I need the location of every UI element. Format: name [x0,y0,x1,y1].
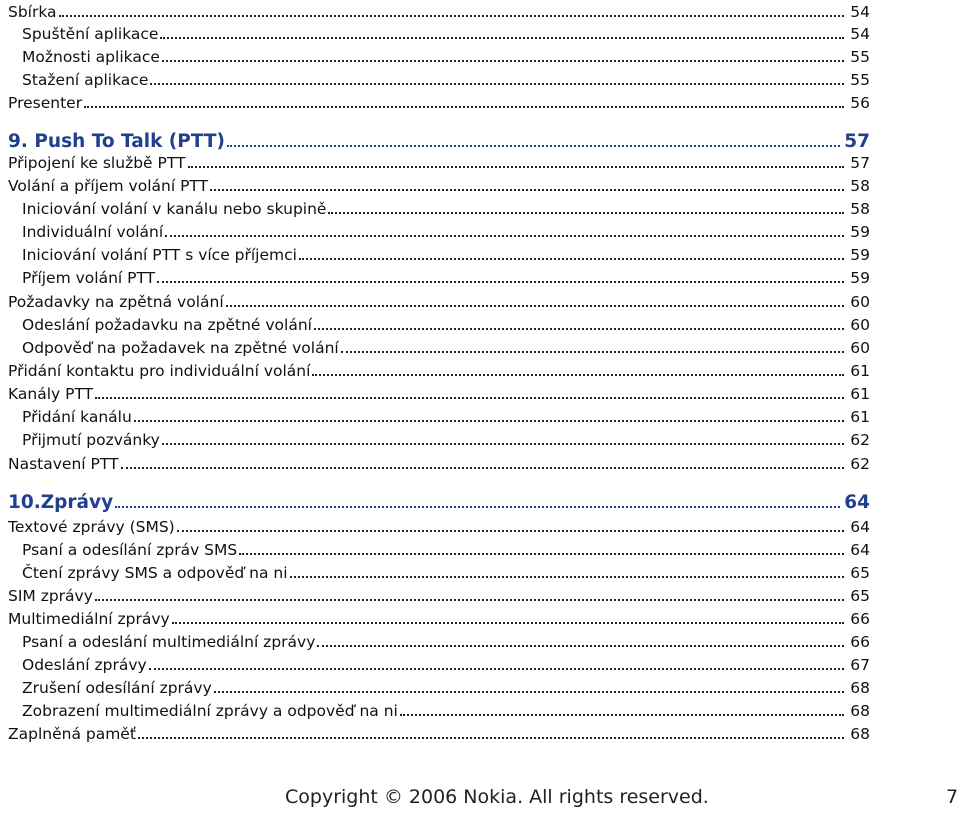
toc-entry-title: Zobrazení multimediální zprávy a odpověď na ni [22,702,398,720]
toc-entry[interactable] [8,0,870,22]
toc-entry-title: Spuštění aplikace [22,25,159,43]
toc-entry[interactable] [8,22,870,44]
toc-entry-page: 57 [844,131,870,152]
toc-entry-page: 64 [850,541,870,559]
toc-entry-page: 61 [850,385,870,403]
toc-entry[interactable] [8,538,870,560]
toc-entry-page: 62 [850,455,870,473]
toc-entry-title: Psaní a odeslání multimediální zprávy [22,633,316,651]
toc-entry-page: 68 [850,702,870,720]
dot-leader [188,166,844,168]
toc-entry-title: Iniciování volání v kanálu nebo skupině [22,200,327,218]
toc-entry-page: 68 [850,725,870,743]
toc-entry[interactable] [8,653,870,675]
toc-entry-page: 58 [850,177,870,195]
toc-entry-page: 64 [844,492,870,513]
dot-leader [317,645,844,647]
toc-entry-page: 58 [850,200,870,218]
toc-entry-title: Stažení aplikace [22,71,149,89]
dot-leader [210,189,844,191]
toc-entry-page: 60 [850,339,870,357]
toc-entry-page: 64 [850,518,870,536]
toc-entry[interactable] [8,174,870,196]
toc-entry-page: 60 [850,293,870,311]
toc-entry-page: 59 [850,223,870,241]
toc-entry-title: Multimediální zprávy [8,610,170,628]
toc-entry-title: Přidání kanálu [22,408,132,426]
dot-leader [59,15,844,17]
toc-entry[interactable] [8,290,870,312]
toc-entry[interactable] [8,220,870,242]
copyright-footer: Copyright © 2006 Nokia. All rights reserved. [285,786,709,808]
toc-entry-title: Kanály PTT [8,385,94,403]
dot-leader [115,506,840,508]
toc-entry[interactable] [8,382,870,404]
toc-entry[interactable] [8,359,870,381]
dot-leader [165,235,844,237]
toc-entry-title: Čtení zprávy SMS a odpověď na ni [22,564,288,582]
toc-entry-page: 55 [850,71,870,89]
toc-entry-page: 60 [850,316,870,334]
toc-entry[interactable] [8,607,870,629]
toc-chapter-entry[interactable] [8,487,870,513]
toc-entry-title: 9. Push To Talk (PTT) [8,131,225,152]
toc-entry-page: 66 [850,633,870,651]
dot-leader [314,328,844,330]
toc-entry[interactable] [8,243,870,265]
toc-entry[interactable] [8,68,870,90]
dot-leader [162,60,844,62]
toc-entry[interactable] [8,630,870,652]
toc-entry[interactable] [8,313,870,335]
dot-leader [299,258,844,260]
dot-leader [290,576,844,578]
toc-entry-title: Odeslání zprávy [22,656,147,674]
dot-leader [341,351,844,353]
dot-leader [239,553,844,555]
dot-leader [172,622,844,624]
toc-entry-title: Presenter [8,94,83,112]
toc-entry-page: 54 [850,25,870,43]
toc-entry[interactable] [8,428,870,450]
toc-entry-page: 57 [850,154,870,172]
toc-entry[interactable] [8,452,870,474]
dot-leader [177,530,844,532]
dot-leader [226,305,844,307]
toc-entry-page: 66 [850,610,870,628]
toc-entry-title: Psaní a odesílání zpráv SMS [22,541,238,559]
dot-leader [134,420,844,422]
toc-entry-page: 67 [850,656,870,674]
toc-entry-title: Příjem volání PTT [22,269,156,287]
toc-entry-page: 59 [850,269,870,287]
dot-leader [162,443,844,445]
toc-entry-title: Přijmutí pozvánky [22,431,160,449]
dot-leader [400,714,844,716]
toc-entry[interactable] [8,699,870,721]
toc-entry-title: Možnosti aplikace [22,48,160,66]
toc-entry-page: 56 [850,94,870,112]
toc-entry[interactable] [8,91,870,113]
toc-entry[interactable] [8,405,870,427]
toc-entry[interactable] [8,722,870,744]
toc-entry-page: 65 [850,587,870,605]
dot-leader [160,37,844,39]
toc-entry-title: Sbírka [8,3,57,21]
toc-entry-title: Zaplněná paměť [8,725,136,743]
toc-entry[interactable] [8,266,870,288]
dot-leader [95,599,844,601]
dot-leader [95,397,844,399]
toc-entry[interactable] [8,151,870,173]
dot-leader [312,374,844,376]
toc-entry-title: Nastavení PTT [8,455,119,473]
toc-entry[interactable] [8,45,870,67]
dot-leader [121,467,844,469]
toc-entry-page: 68 [850,679,870,697]
toc-entry-page: 59 [850,246,870,264]
toc-entry-title: Požadavky na zpětná volání [8,293,224,311]
dot-leader [157,281,844,283]
toc-entry-title: Textové zprávy (SMS) [8,518,175,536]
toc-entry-page: 62 [850,431,870,449]
toc-entry-title: Odeslání požadavku na zpětné volání [22,316,312,334]
toc-entry-title: Připojení ke službě PTT [8,154,186,172]
dot-leader [150,83,844,85]
toc-entry-page: 65 [850,564,870,582]
toc-entry-title: Volání a příjem volání PTT [8,177,209,195]
toc-entry-page: 61 [850,408,870,426]
dot-leader [84,106,844,108]
toc-entry[interactable] [8,561,870,583]
toc-entry-title: Zrušení odesílání zprávy [22,679,212,697]
toc-entry[interactable] [8,197,870,219]
toc-entry[interactable] [8,336,870,358]
dot-leader [227,145,840,147]
toc-entry[interactable] [8,584,870,606]
toc-entry-title: Iniciování volání PTT s více příjemci [22,246,297,264]
toc-entry-page: 61 [850,362,870,380]
toc-entry-page: 55 [850,48,870,66]
dot-leader [149,668,844,670]
page-number: 7 [946,786,959,808]
toc-entry-title: SIM zprávy [8,587,93,605]
toc-entry[interactable] [8,676,870,698]
toc-entry-title: Individuální volání [22,223,164,241]
dot-leader [328,212,844,214]
toc-entry-page: 54 [850,3,870,21]
toc-entry-title: Přidání kontaktu pro individuální volání [8,362,311,380]
dot-leader [214,691,844,693]
dot-leader [138,737,844,739]
toc-chapter-entry[interactable] [8,126,870,152]
toc-entry[interactable] [8,515,870,537]
toc-entry-title: Odpověď na požadavek na zpětné volání [22,339,339,357]
toc-entry-title: 10.Zprávy [8,492,114,513]
